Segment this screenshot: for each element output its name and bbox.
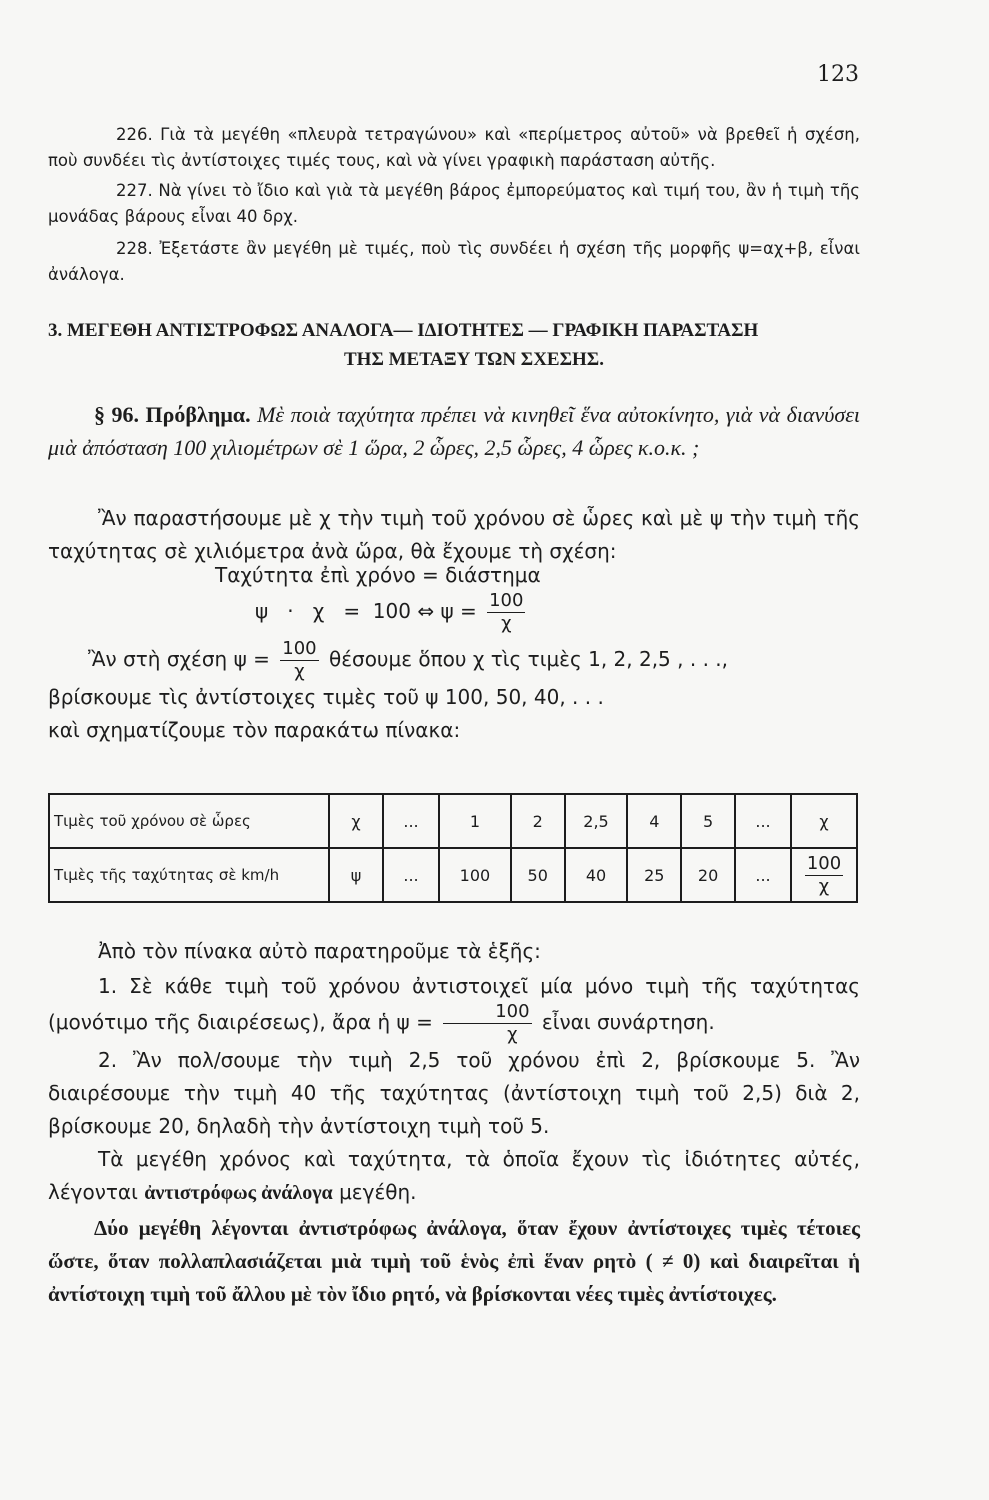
problem-number: § 96. Πρόβλημα. [94,402,251,427]
table-row [49,848,857,902]
second-paragraph [48,640,860,747]
second-after: θέσουμε ὅπου χ τὶς τιμὲς 1, 2, 2,5 , . . ., [328,647,728,671]
definition-text: Δύο μεγέθη λέγονται ἀντιστρόφως ἀνάλογα, ὅταν ἔχουν ἀντίστοιχες τιμὲς τέτοιες ὥστε, ὅταν πολλαπλασιάζεται μιὰ τιμὴ τοῦ ἑνὸς ἐπὶ ἕναν ρητὸ ( ≠ 0) καὶ διαιρεῖται ἡ ἀντίστοιχη τιμὴ τοῦ ἄλλου μὲ τὸν ἴδιο ρητό, νὰ βρίσκονται νέες τιμὲς ἀντίστοιχες. [48,1216,860,1306]
var-x: χ [329,794,383,848]
table-cell: ... [735,848,791,902]
section-heading [48,316,860,374]
exercise-list [48,122,860,288]
table-cell: 25 [627,848,681,902]
table-cell: 20 [681,848,735,902]
table-cell: 40 [565,848,628,902]
observation-1-text: 1. Σὲ κάθε τιμὴ τοῦ χρόνου ἀντιστοιχεῖ μία μόνο τιμὴ τῆς ταχύτητας (μονότιμο τῆς διαιρέσεως), ἄρα ἡ ψ = [48,974,860,1034]
fraction-obs [443,1003,531,1044]
exercise-227: 227. Νὰ γίνει τὸ ἴδιο καὶ γιὰ τὰ μεγέθη βάρος ἐμπορεύματος καὶ τιμή του, ἂν ἡ τιμὴ τῆς μονάδας βάρους εἶναι 40 δρχ. [48,181,860,226]
fraction-denominator: χ [507,1024,518,1045]
section-heading-line1: 3. ΜΕΓΕΘΗ ΑΝΤΙΣΤΡΟΦΩΣ ΑΝΑΛΟΓΑ— ΙΔΙΟΤΗΤΕΣ — ΓΡΑΦΙΚΗ ΠΑΡΑΣΤΑΣΗ [48,320,759,341]
second-before: Ἂν στὴ σχέση ψ = [88,647,270,671]
values-table [48,793,858,903]
table-cell: 2 [511,794,565,848]
definition [48,1212,860,1311]
table-cell: 2,5 [565,794,628,848]
section-heading-line2: ΤΗΣ ΜΕΤΑΞΥ ΤΩΝ ΣΧΕΣΗΣ. [344,349,604,370]
exercise-226: 226. Γιὰ τὰ μεγέθη «πλευρὰ τετραγώνου» καὶ «περίμετρος αὐτοῦ» νὰ βρεθεῖ ἡ σχέση, ποὺ συνδέει τὶς ἀντίστοιχες τιμές τους, καὶ νὰ γίνει γραφικὴ παράσταση αὐτῆς. [48,125,860,170]
problem-96 [48,398,860,464]
observation-1-after: εἶναι συνάρτηση. [541,1010,715,1034]
equation-line-1: Ταχύτητα ἐπὶ χρόνο = διάστημα [215,563,541,587]
observation-3-text: Τὰ μεγέθη χρόνος καὶ ταχύτητα, τὰ ὁποῖα ἔχουν τὶς ἰδιότητες αὐτές, λέγονται [48,1147,860,1204]
exercise-228: 228. Ἐξετάστε ἂν μεγέθη μὲ τιμές, ποὺ τὶς συνδέει ἡ σχέση τῆς μορφῆς ψ=αχ+β, εἶναι ἀνάλογα. [48,239,860,284]
intro-text: Ἂν παραστήσουμε μὲ χ τὴν τιμὴ τοῦ χρόνου σὲ ὧρες καὶ μὲ ψ τὴν τιμὴ τῆς ταχύτητας σὲ χιλιόμετρα ἀνὰ ὥρα, θὰ ἔχουμε τὴ σχέση: [48,506,860,563]
table-row [49,794,857,848]
second-line-1 [48,640,860,681]
observation-3-after: μεγέθη. [339,1180,417,1204]
table-cell: 50 [511,848,565,902]
fraction-denominator: χ [818,875,830,897]
observation-3-bold: ἀντιστρόφως ἀνάλογα [144,1182,333,1204]
table-cell: ... [735,794,791,848]
observation-3 [48,1143,860,1210]
table-cell: ... [383,848,439,902]
second-line-2: βρίσκουμε τὶς ἀντίστοιχες τιμὲς τοῦ ψ 100, 50, 40, . . . [48,685,604,709]
row-label-speed: Τιμὲς τῆς ταχύτητας σὲ km/h [49,848,329,902]
fraction-numerator: 100 [489,590,524,611]
fraction-numerator: 100 [806,852,842,874]
table-cell-last: χ [791,794,857,848]
fraction-table [805,852,843,897]
observation-1 [48,970,860,1044]
fraction-inline [280,640,318,681]
equation-line-2 [255,592,529,633]
row-label-time: Τιμὲς τοῦ χρόνου σὲ ὧρες [49,794,329,848]
fraction-numerator: 100 [443,1003,531,1024]
equation-left: ψ · χ = 100 ⇔ ψ = [255,599,477,623]
table-cell-last [791,848,857,902]
observation-2: 2. Ἂν πολ/σουμε τὴν τιμὴ 2,5 τοῦ χρόνου ἐπὶ 2, βρίσκουμε 5. Ἂν διαιρέσουμε τὴν τιμὴ 40 τῆς ταχύτητας (ἀντίστοιχη τιμὴ τοῦ 2,5) διὰ 2, βρίσκουμε 20, δηλαδὴ τὴν ἀντίστοιχη τιμὴ τοῦ 5. [48,1048,860,1138]
fraction-denominator: χ [501,613,512,634]
problem-text: Μὲ ποιὰ ταχύτητα πρέπει νὰ κινηθεῖ ἕνα αὐτοκίνητο, γιὰ νὰ διανύσει μιὰ ἀπόσταση 100 χιλιομέτρων σὲ 1 ὥρα, 2 ὧρες, 2,5 ὧρες, 4 ὧρες κ.ο.κ. ; [48,402,860,460]
table-cell: 4 [627,794,681,848]
page-number: 123 [817,62,859,87]
table-cell: ... [383,794,439,848]
observations [48,935,860,1210]
second-line-3: καὶ σχηματίζουμε τὸν παρακάτω πίνακα: [48,718,461,742]
table-cell: 1 [439,794,511,848]
fraction-numerator: 100 [282,638,317,659]
fraction-denominator: χ [294,661,305,682]
intro-paragraph [48,502,860,568]
table-cell: 100 [439,848,511,902]
var-y: ψ [329,848,383,902]
table-cell: 5 [681,794,735,848]
observations-intro: Ἀπὸ τὸν πίνακα αὐτὸ παρατηροῦμε τὰ ἑξῆς: [98,939,541,963]
fraction [487,592,525,633]
